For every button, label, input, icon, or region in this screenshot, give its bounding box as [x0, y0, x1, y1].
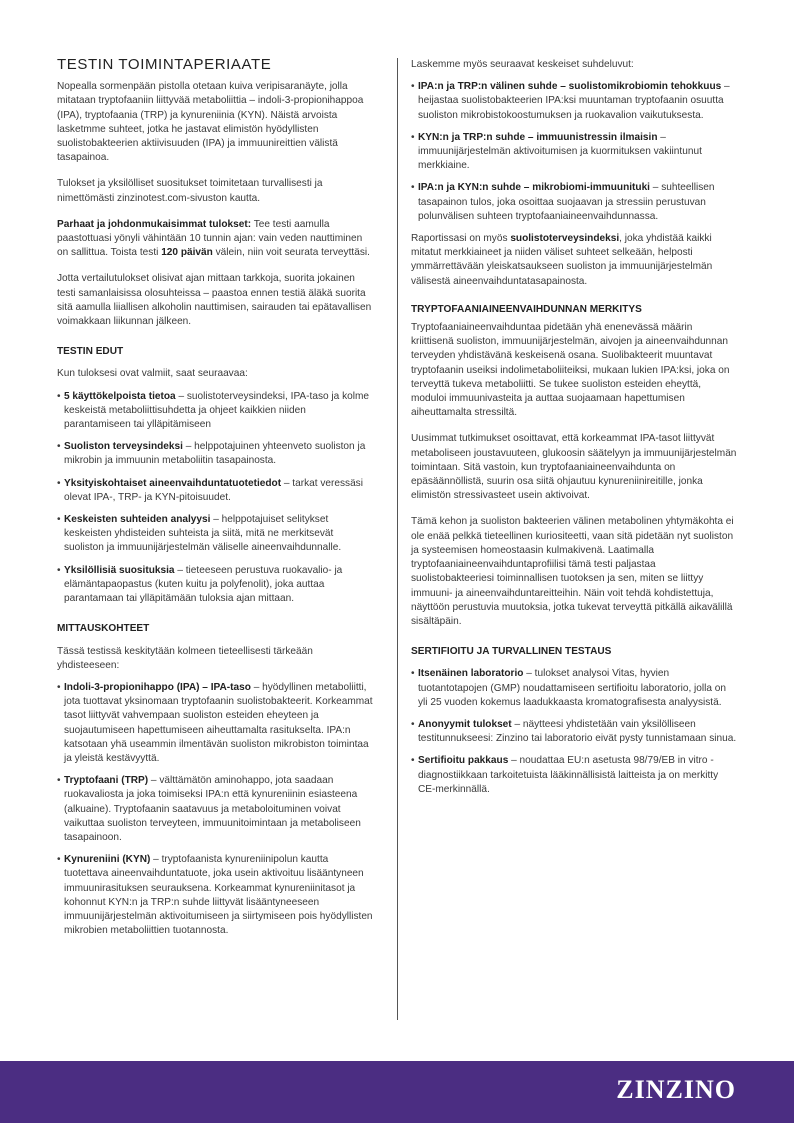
list-item-text: – heijastaa suolistobakteerien IPA:ksi muuntaman tryptofaanin osuutta suoliston mikrobistokoostumuksen ja ruokavalion vaikutuksesta. — [418, 81, 730, 121]
list-item-text: – helppotajuiset selitykset keskeisten yhdisteiden suhteista ja siitä, mitä ne merkitsevät suoliston ja immuunijärjestelmän väliselle aineenvaihdunnalle. — [64, 514, 342, 554]
list-item-text: – helppotajuinen yhteenveto suoliston ja mikrobin ja immuunin metaboliitin tasapainosta. — [64, 441, 366, 467]
list-item-title: Kynureniini (KYN) — [64, 854, 151, 866]
list-item-text: – tieteeseen perustuva ruokavalio- ja elämäntapaopastus (kuten kuitu ja polyfenolit), joka auttaa parantamaan tai ylläpitämään tuloksia ajan mittaan. — [64, 564, 343, 605]
right-column — [411, 58, 737, 805]
cert-list — [411, 667, 737, 797]
list-item — [411, 131, 737, 174]
cert-heading: SERTIFIOITU JA TURVALLINEN TESTAUS — [411, 646, 612, 658]
report-index-label: suolistoterveysindeksi — [510, 233, 620, 245]
list-item-text: – tarkat veressäsi olevat IPA-, TRP- ja KYN-pitoisuudet. — [64, 477, 363, 503]
list-item — [57, 681, 375, 766]
benefits-list — [57, 390, 375, 607]
list-item — [57, 774, 375, 845]
list-item-title: Itsenäinen laboratorio — [418, 668, 524, 680]
list-item-text: – immuunijärjestelmän aktivoitumisen ja kuormituksen vakiintunut merkkiaine. — [418, 131, 702, 172]
list-item — [57, 477, 375, 505]
left-column — [57, 58, 375, 946]
measures-heading: MITTAUSKOHTEET — [57, 623, 150, 635]
list-item-title: Keskeisten suhteiden analyysi — [64, 514, 211, 526]
list-item-text: – noudattaa EU:n asetusta 98/79/EB in vitro -diagnostiikkaan tarkoitetuista lääkinnällisistä laitteista ja on merkitty CE-merkinnällä. — [418, 755, 719, 795]
test-interval: 120 päivän — [161, 247, 213, 259]
trp-paragraph-3: Tämä kehon ja suoliston bakteerien välinen metabolinen yhtymäkohta ei ole enää pelkkä tieteellinen kuriositeetti, vaan sitä pidetään nyt suoliston ja systeemisen homeostaasin kulmakivenä. Laatimalla tryptofaaniaineenvaihduntaprofiilisi tämä testi paljastaa suolistobakteeriesi toiminnallisen tuotoksen ja sen, miten se liittyy immuuni- ja aineenvaihduntareitteihin. Näin voit tehdä kohdistettuja, näyttöön perustuvia muutoksia, jotka tukevat terveyttä pitkällä aikavälillä sisältäpäin. — [411, 516, 734, 627]
list-item — [411, 667, 737, 710]
report-paragraph — [411, 232, 737, 289]
trp-heading: TRYPTOFAANIAINEENVAIHDUNNAN MERKITYS — [411, 303, 642, 315]
list-item-title: Suoliston terveysindeksi — [64, 441, 183, 453]
ratios-lead: Laskemme myös seuraavat keskeiset suhdeluvut: — [411, 59, 634, 70]
page-title: TESTIN TOIMINTAPERIAATE — [57, 56, 272, 73]
list-item — [411, 181, 737, 224]
list-item-text: – tryptofaanista kynureniinipolun kautta tuotettava aineenvaihduntatuote, joka usein aktivoituu lisääntyneen immuunirasituksen seurauksena. Korkeammat kynureniinitasot ja kohonnut KYN:n ja TRP:n suhde liittyvät lisääntyneeseen immuunijärjestelmän aktivoitumiseen ja siirtymiseen pois hyödyllisten mikrobien metaboliittien tuotannosta. — [64, 854, 373, 937]
trp-paragraph-2: Uusimmat tutkimukset osoittavat, että korkeammat IPA-tasot liittyvät metaboliseen joustavuuteen, glukoosin säätelyyn ja immuunijärjestelmän toimintaan. Sitä vastoin, kun tryptofaaniaineenvaihdunta on epäsäännöllistä, suurin osa siitä ohjautuu kynureniinireitille, jonka elimistön stressivasteet usein aktivoivat. — [411, 433, 737, 502]
list-item — [57, 390, 375, 433]
list-item — [57, 853, 375, 938]
list-item — [411, 80, 737, 123]
list-item-text: – välttämätön aminohappo, jota saadaan ruokavaliosta ja joka toimiseksi IPA:n että kynureniinin esiasteena (alkuaine). Tryptofaanin saatavuus ja metaboloituminen voivat vaikuttaa suoliston terveyteen, immuunitoimintaan ja metaboliseen tasapainoon. — [64, 775, 361, 843]
list-item — [57, 440, 375, 468]
report-text-end: , joka yhdistää kaikki mitatut merkkiaineet ja niiden väliset suhteet selkeään, helposti ymmärrettävään yleiskatsaukseen suoliston ja immuunijärjestelmän välisestä aineenvaihduntatasapainosta. — [411, 233, 713, 287]
list-item-title: Tryptofaani (TRP) — [64, 775, 149, 787]
list-item-title: Yksilöllisiä suosituksia — [64, 564, 175, 576]
results-delivery-paragraph: Tulokset ja yksilölliset suositukset toimitetaan turvallisesti ja nimettömästi zinzinotest.com-sivuston kautta. — [57, 178, 323, 204]
best-results-label: Parhaat ja johdonmukaisimmat tulokset: — [57, 218, 252, 230]
measures-lead: Tässä testissä keskitytään kolmeen tieteellisesti tärkeään yhdisteeseen: — [57, 645, 313, 671]
benefits-heading: TESTIN EDUT — [57, 346, 124, 358]
list-item — [57, 564, 375, 607]
intro-paragraph: Nopealla sormenpään pistolla otetaan kuiva veripisaranäyte, jolla mitataan tryptofaaniin liittyvää metaboliittia – indoli-3-propionihappoa (IPA), tryptofaania (TRP) ja kynureniinia (KYN). Näistä arvoista lasketmme suhteet, jotka he jastavat elimistön hyödyllisten suolistobakteerien aktiivisuuden (IPA) ja immuunireittien välistä tasapainoa. — [57, 81, 364, 164]
list-item-text: – tulokset analysoi Vitas, hyvien tuotantotapojen (GMP) noudattamiseen sertifioitu laboratorio, jolla on yli 25 vuoden kokemus laadukkaasta kromatografisesta analyysistä. — [418, 668, 727, 708]
list-item — [411, 754, 737, 797]
trp-paragraph-1: Tryptofaaniaineenvaihduntaa pidetään yhä enenevässä määrin kriittisenä suoliston, immuunijärjestelmän, aivojen ja aineenvaihdunnan terveyden yhdistävänä keskeisenä osana. Suolibakteerit muuntavat tryptofaanin useiksi indolimetaboliiteiksi, mukaan lukien IPA:ksi, joka on terveyttä tukeva metaboliitti. Se tukee suoliston esteiden eheyttä, moduloi immuunivasteita ja auttaa suojaamaan hapettumisen aiheuttamalta stressiltä. — [411, 322, 730, 419]
best-results-paragraph — [57, 218, 375, 261]
benefits-lead: Kun tuloksesi ovat valmiit, saat seuraavaa: — [57, 368, 248, 380]
measures-list — [57, 681, 375, 938]
list-item-title: IPA:n ja TRP:n välinen suhde – suolistomikrobiomin tehokkuus — [418, 81, 722, 93]
list-item — [57, 513, 375, 556]
list-item-title: 5 käyttökelpoista tietoa — [64, 390, 176, 402]
list-item-text: – suhteellisen tasapainon tulos, joka osoittaa suojaavan ja stressiin perustuvan polunvälisen suhteen tryptofaaniaineenvaihdunnassa. — [418, 182, 715, 222]
list-item-title: IPA:n ja KYN:n suhde – mikrobiomi-immuunituki — [418, 182, 650, 194]
list-item-title: Indoli-3-propionihappo (IPA) – IPA-taso — [64, 681, 251, 693]
footer-band — [0, 1061, 794, 1123]
list-item-title: Yksityiskohtaiset aineenvaihduntatuotetiedot — [64, 477, 282, 489]
best-results-text-end: välein, niin voit seurata terveyttäsi. — [215, 247, 370, 259]
list-item-title: Anonyymit tulokset — [418, 718, 512, 730]
column-divider — [397, 58, 398, 1020]
report-text: Raportissasi on myös — [411, 233, 508, 245]
zinzino-logo: ZINZINO — [616, 1075, 736, 1104]
list-item — [411, 718, 737, 746]
list-item-text: – näytteesi yhdistetään vain yksilölliseen testitunnukseesi: Zinzino tai laboratorio eivät pysty tunnistamaan sinua. — [418, 718, 737, 745]
best-results-text: Tee testi aamulla paastottuasi yönyli vähintään 10 tunnin ajan: vain veden nauttiminen on sallittua. Toista testi — [57, 218, 363, 259]
list-item-text: – suolistoterveysindeksi, IPA-taso ja kolme keskeistä metaboliittisuhdetta ja ohjeet kaikkien niiden parantamiseen tai ylläpitämiseen — [64, 390, 369, 431]
comparison-paragraph: Jotta vertailutulokset olisivat ajan mittaan tarkkoja, suorita jokainen testi samanlaisissa olosuhteissa – paastoa ennen testiä äläkä suorita sitä aamulla liiallisen alkoholin nauttimisen, sairauden tai epätavallisen voimakkaan liikunnan jälkeen. — [57, 273, 372, 328]
list-item-title: Sertifioitu pakkaus — [418, 755, 509, 767]
list-item-title: KYN:n ja TRP:n suhde – immuunistressin ilmaisin — [418, 131, 658, 143]
list-item-text: – hyödyllinen metaboliitti, jota tuottavat yksinomaan tryptofaanin suolistobakteerit. Korkeammat tasot liittyvät vahvempaan suoliston esteiden eheyteen ja suojautumiseen hapettumiseen aiheuttamalta rasitukselta. IPA:n katsotaan yhä useammin ilmentävän suoliston mikrobiston toimintaa ja yleistä kestävyyttä. — [64, 681, 373, 764]
ratios-list — [411, 80, 737, 224]
